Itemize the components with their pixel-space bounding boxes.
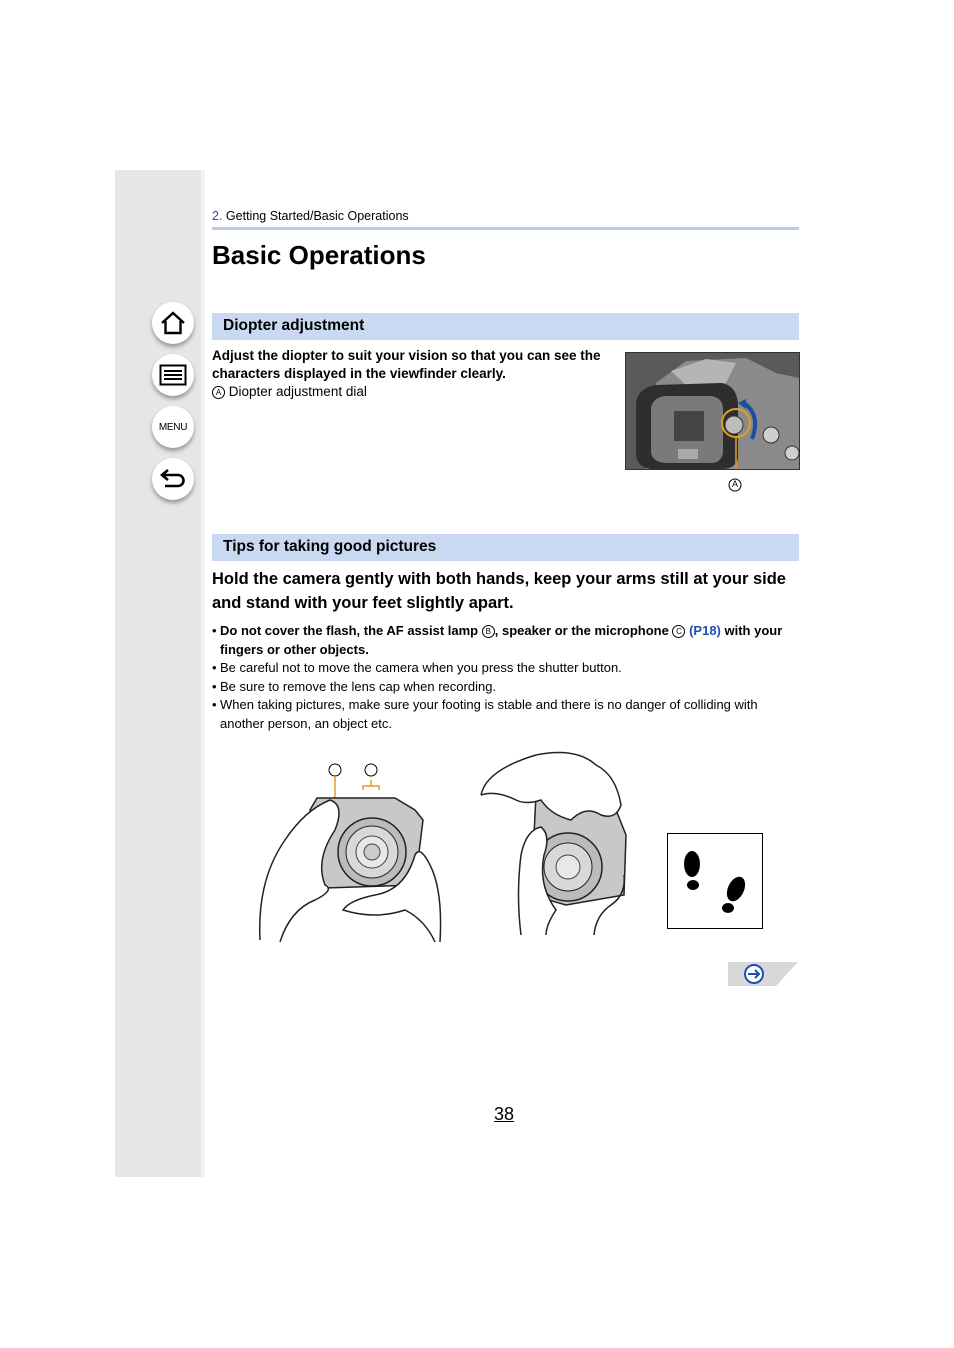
menu-label: MENU [158,421,188,433]
contents-button[interactable] [152,354,194,396]
page-title: Basic Operations [212,240,426,270]
page-number: 38 [494,1104,515,1124]
section-heading-diopter: Diopter adjustment [223,317,365,334]
footprints-icon [667,833,763,929]
return-arrow-icon [159,467,187,491]
callout-text: Diopter adjustment dial [228,384,367,399]
sidebar-edge [201,170,205,1177]
p18-link[interactable]: (P18) [689,623,721,638]
bullet1-text-2: , speaker or the microphone [494,623,673,638]
back-button[interactable] [152,458,194,500]
tips-headline: Hold the camera gently with both hands, keep your arms still at your side and stand with your feet slightly apart. [212,570,786,612]
list-item: • When taking pictures, make sure your footing is stable and there is no danger of colliding with another person, an object etc. [212,696,802,733]
bullet1-text-1: Do not cover the flash, the AF assist lamp [220,623,482,638]
section-band-tips [212,534,799,561]
list-item [212,622,802,659]
tips-list [212,622,802,733]
section-band-diopter [212,313,799,340]
home-button[interactable] [152,302,194,344]
diopter-callout [212,384,367,399]
viewfinder-camera-image [626,353,799,469]
breadcrumb [212,209,409,223]
diopter-intro: Adjust the diopter to suit your vision so that you can see the characters displayed in the viewfinder clearly. [212,348,601,381]
list-item: • Be sure to remove the lens cap when recording. [212,678,802,697]
marker-b: B [482,625,495,638]
diopter-photo [625,352,800,470]
callout-marker-a: A [212,386,225,399]
photo-label-a-text: A [731,479,738,489]
section-heading-tips: Tips for taking good pictures [223,538,437,555]
next-page-arrow-icon [745,965,763,983]
two-hand-front-illustration [255,760,445,947]
breadcrumb-number: 2. [212,209,223,223]
header-rule [212,227,799,230]
menu-button[interactable] [152,406,194,448]
list-item: • Be careful not to move the camera when you press the shutter button. [212,659,802,678]
home-icon [159,310,187,336]
marker-c: C [672,625,685,638]
next-page-button[interactable] [728,962,798,986]
breadcrumb-text: Getting Started/Basic Operations [225,209,409,223]
list-icon [159,364,187,386]
two-hand-side-illustration [476,745,636,942]
bullet1-text-3: with your fingers or other objects. [220,623,783,657]
